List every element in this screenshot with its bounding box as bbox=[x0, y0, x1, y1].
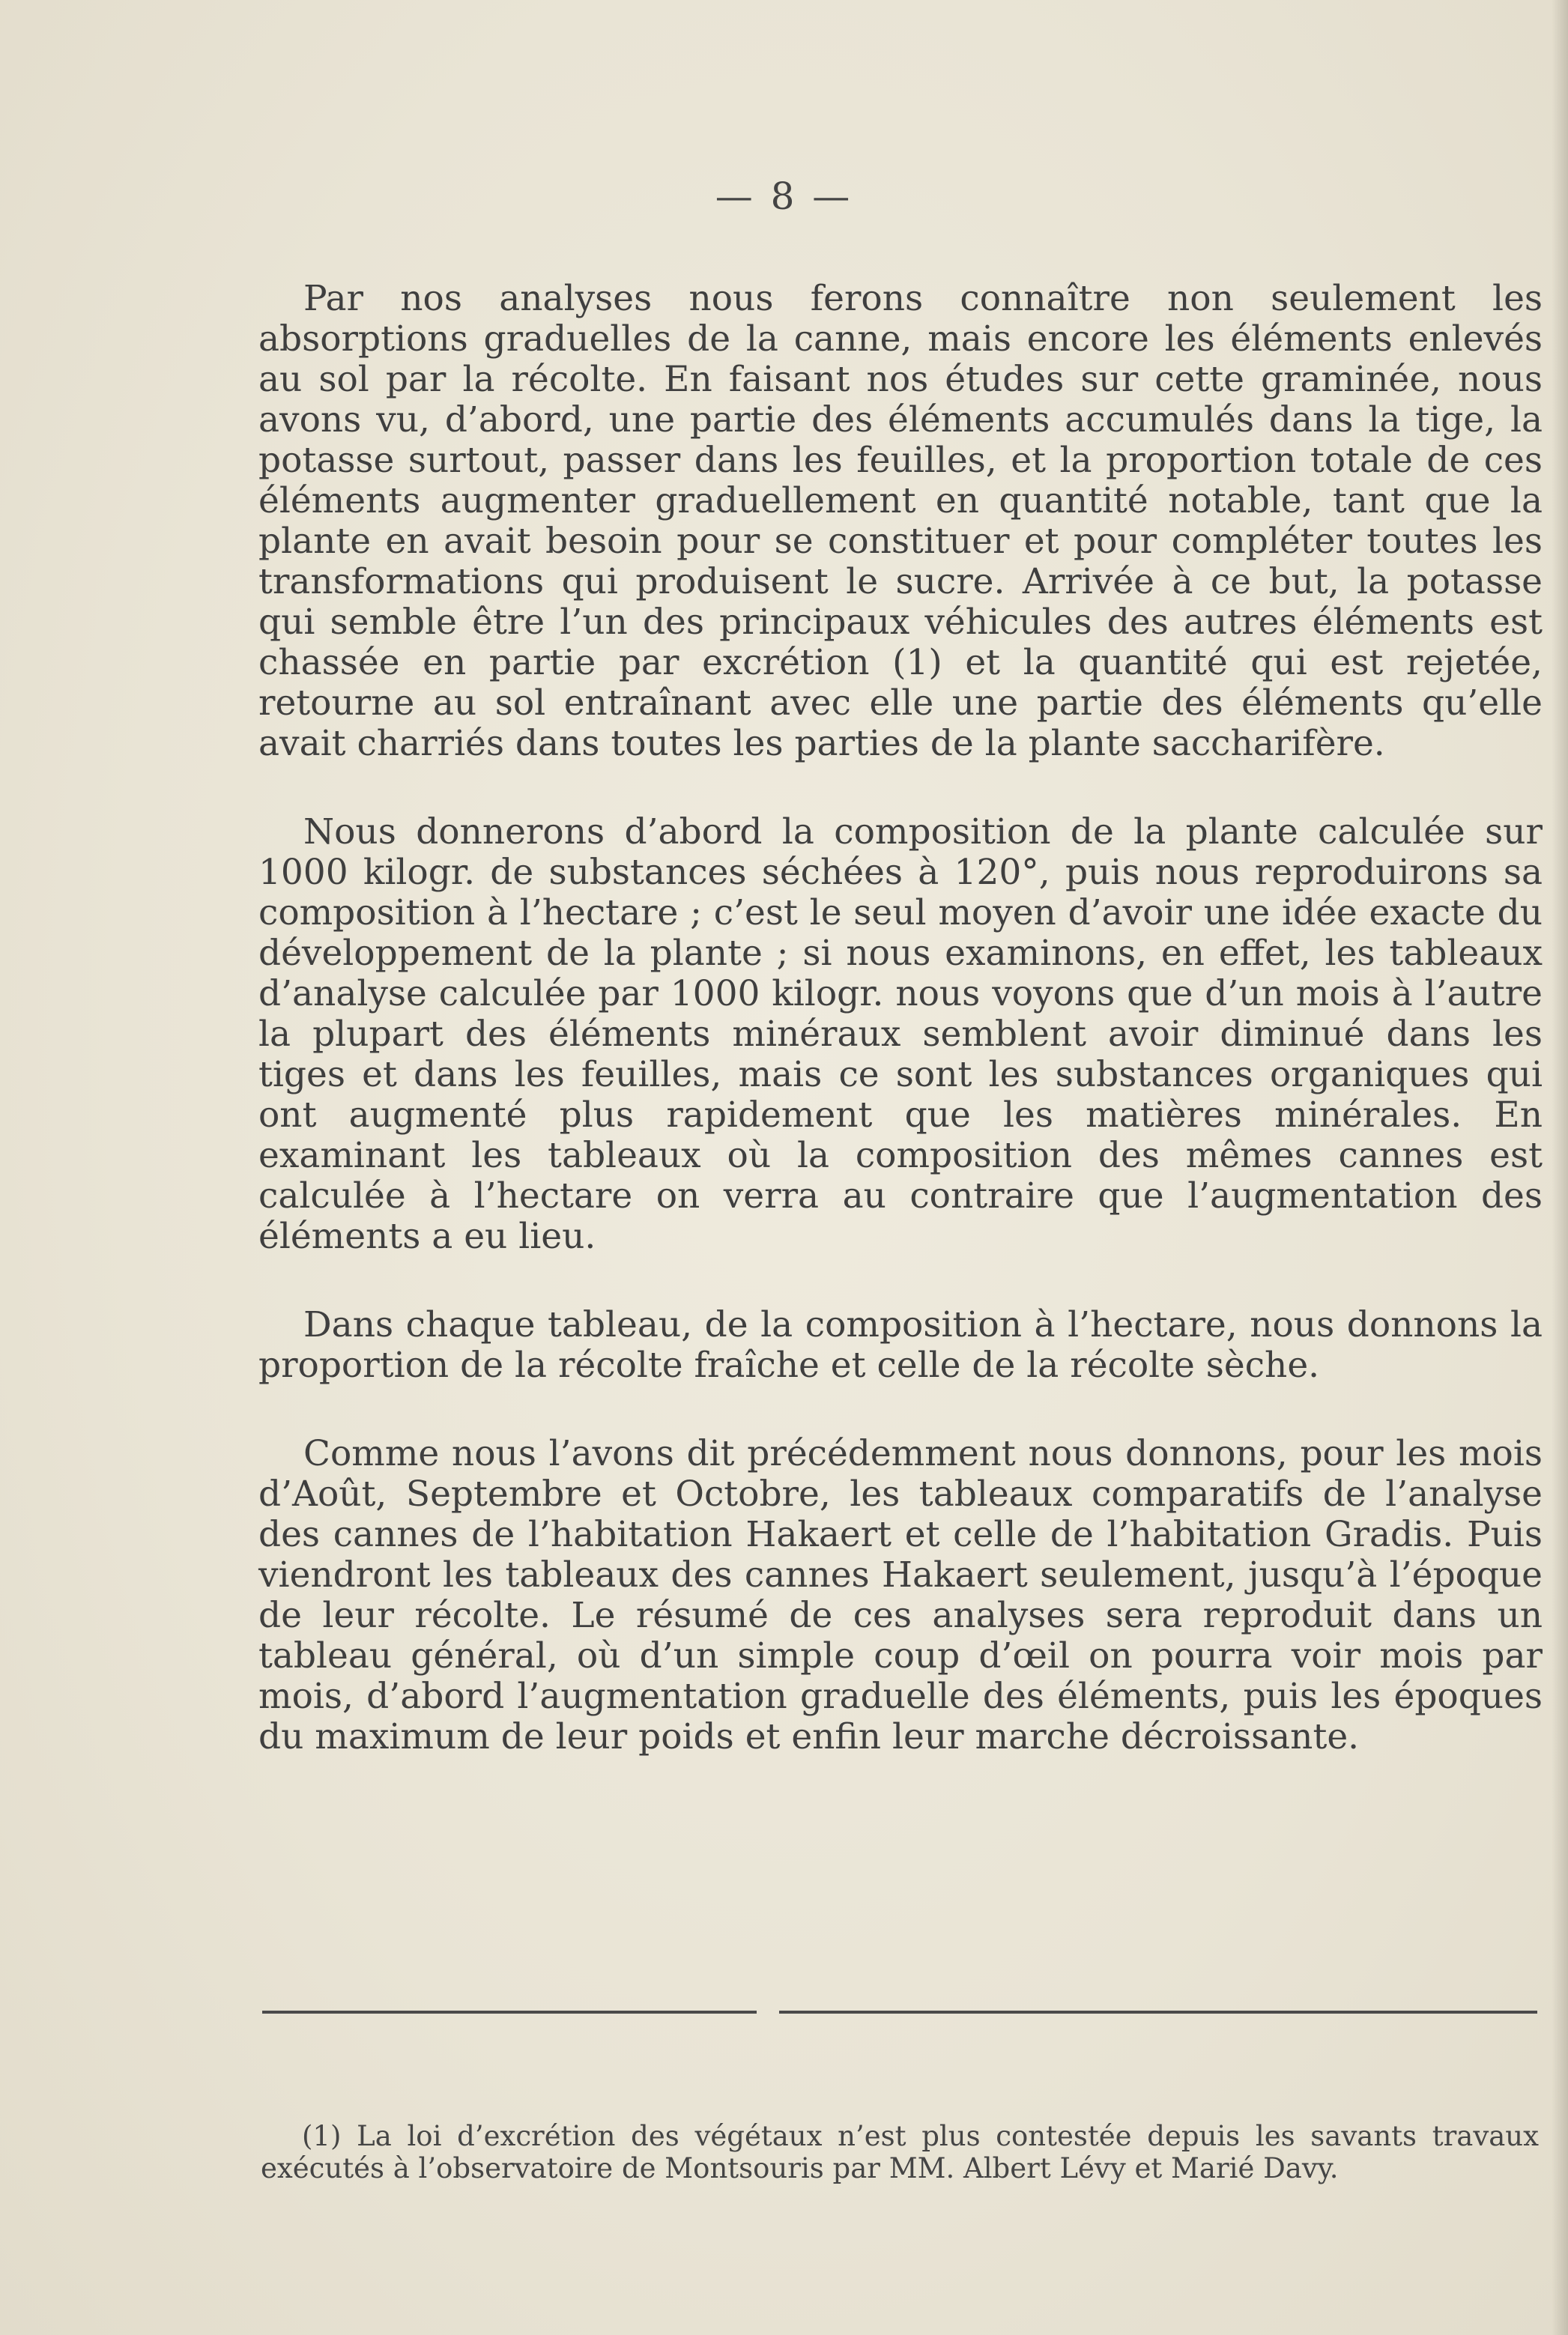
paragraph-2: Nous donnerons d’abord la composition de la plante calculée sur 1000 kilogr. de substances séchées à 120°, puis nous reproduirons sa composition à l’hectare ; c’est le seul moyen d’avoir une idée exacte du développement de la plante ; si nous examinons, en effet, les tableaux d’analyse calculée par 1000 kilogr. nous voyons que d’un mois à l’autre la plupart des éléments minéraux semblent avoir diminué dans les tiges et dans les feuilles, mais ce sont les substances organiques qui ont augmenté plus rapidement que les matières minérales. En examinant les tableaux où la composition des mêmes cannes est calculée à l’hectare on verra au contraire que l’augmentation des éléments a eu lieu. bbox=[258, 811, 1543, 1257]
paragraph-4: Comme nous l’avons dit précédemment nous donnons, pour les mois d’Août, Septembre et Octobre, les tableaux comparatifs de l’analyse des cannes de l’habitation Hakaert et celle de l’habitation Gradis. Puis viendront les tableaux des cannes Hakaert seulement, jusqu’à l’époque de leur récolte. Le résumé de ces analyses sera reproduit dans un tableau général, où d’un simple coup d’œil on pourra voir mois par mois, d’abord l’augmentation graduelle des éléments, puis les époques du maximum de leur poids et enfin leur marche décroissante. bbox=[258, 1433, 1543, 1757]
paragraph-1: Par nos analyses nous ferons connaître non seulement les absorptions graduelles de la canne, mais encore les éléments enlevés au sol par la récolte. En faisant nos études sur cette graminée, nous avons vu, d’abord, une partie des éléments accumulés dans la tige, la potasse surtout, passer dans les feuilles, et la proportion totale de ces éléments augmenter graduellement en quantité notable, tant que la plante en avait besoin pour se constituer et pour compléter toutes les transformations qui produisent le sucre. Arrivée à ce but, la potasse qui semble être l’un des principaux véhicules des autres éléments est chassée en partie par excrétion (1) et la quantité qui est rejetée, retourne au sol entraînant avec elle une partie des éléments qu’elle avait charriés dans toutes les parties de la plante saccharifère. bbox=[258, 278, 1543, 764]
body-text bbox=[258, 279, 1543, 1757]
separator-rule-left bbox=[262, 2011, 757, 2014]
footnote: (1) La loi d’excrétion des végétaux n’est plus contestée depuis les savants travaux exécutés à l’observatoire de Montsouris par MM. Albert Lévy et Marié Davy. bbox=[261, 2120, 1539, 2184]
separator-rule-right bbox=[779, 2011, 1537, 2014]
paragraph-3: Dans chaque tableau, de la composition à l’hectare, nous donnons la proportion de la récolte fraîche et celle de la récolte sèche. bbox=[258, 1304, 1543, 1386]
page-edge-shadow bbox=[1552, 0, 1568, 2335]
footnote-separator bbox=[262, 2008, 1537, 2018]
page-number: — 8 — bbox=[715, 175, 853, 218]
